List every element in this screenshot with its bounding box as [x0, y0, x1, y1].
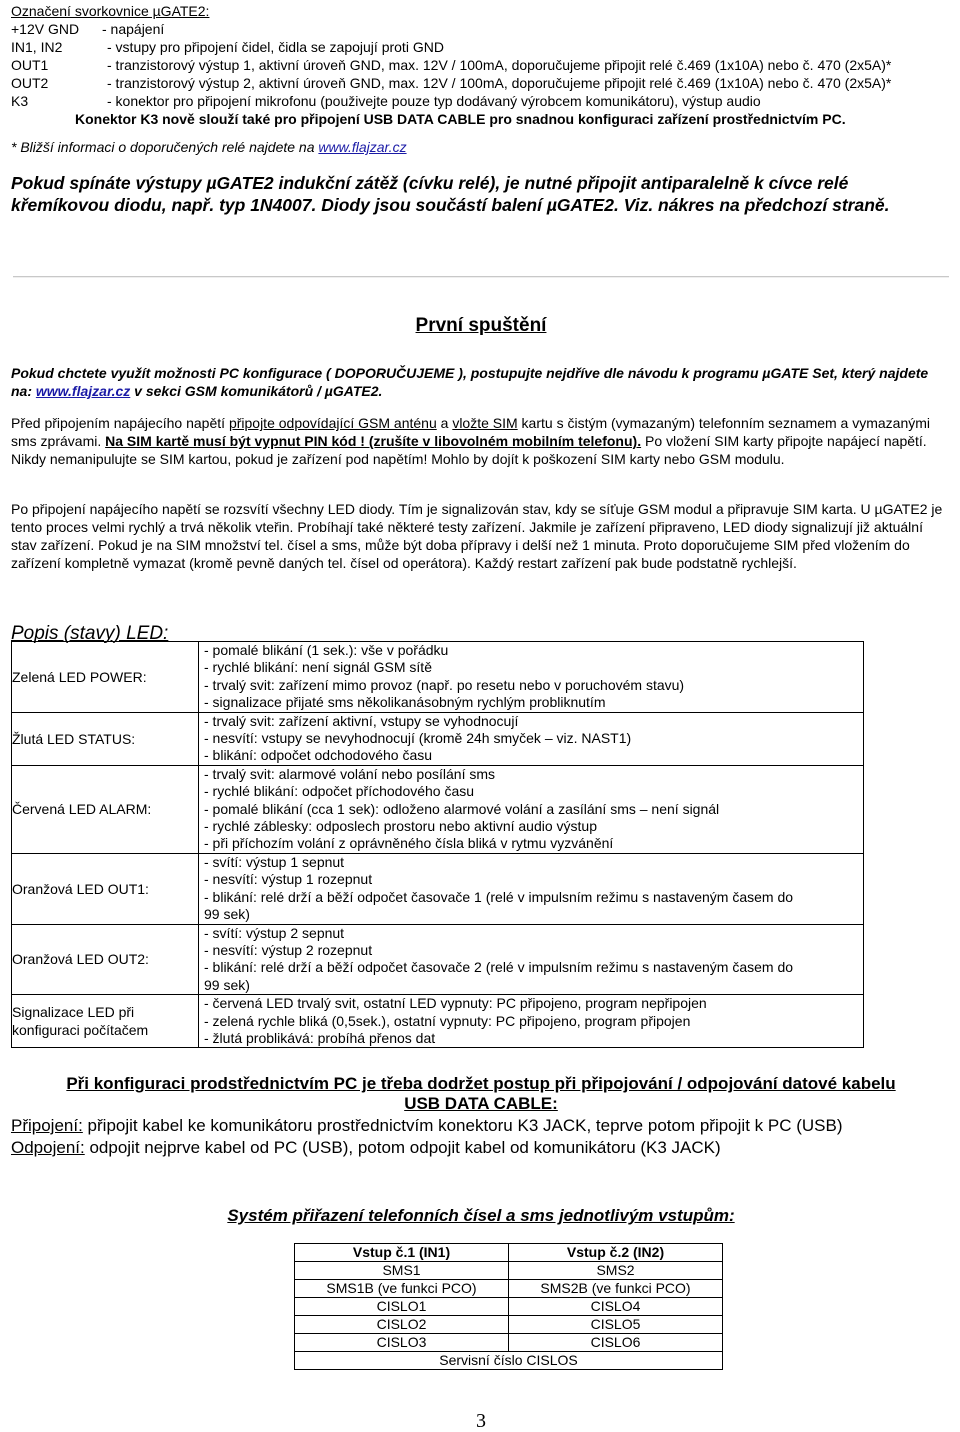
led-label: Červená LED ALARM:: [12, 765, 199, 853]
assignment-cell: CISLO1: [295, 1298, 509, 1316]
assignment-row: [295, 1334, 723, 1352]
led-state: 99 sek): [204, 906, 250, 923]
led-state: - nesvítí: výstup 2 rozepnut: [204, 941, 373, 958]
disconnect-instruction: Odpojení: odpojit nejprve kabel od PC (USB), potom odpojit kabel od komunikátoru (K3 JACK): [11, 1138, 721, 1157]
assignment-cell: SMS1B (ve funkci PCO): [295, 1280, 509, 1298]
assignment-header: Vstup č.2 (IN2): [509, 1244, 723, 1262]
terminal-row: OUT2 - tranzistorový výstup 2, aktivní úroveň GND, max. 12V / 100mA, doporučujeme připojit relé č.469 (1x10A) nebo č. 470 (2x5A)*: [11, 75, 892, 91]
led-states: [199, 924, 864, 995]
led-row: [12, 642, 864, 713]
flajzar-link[interactable]: www.flajzar.cz: [35, 383, 131, 399]
led-states: [199, 853, 864, 924]
assignment-cell: SMS2B (ve funkci PCO): [509, 1280, 723, 1298]
pc-config-heading: Při konfiguraci prodstřednictvím PC je třeba dodržet postup při připojování / odpojování datové kabelu USB DATA CABLE:: [66, 1074, 896, 1113]
led-states: [199, 995, 864, 1048]
led-label: Signalizace LED při konfiguraci počítačem: [12, 995, 199, 1048]
led-state: - trvalý svit: zařízení aktivní, vstupy se vyhodnocují: [204, 712, 519, 729]
assignment-row: [295, 1262, 723, 1280]
led-row: [12, 712, 864, 765]
led-row: [12, 995, 864, 1048]
led-state: 99 sek): [204, 976, 250, 993]
assignment-cell: SMS1: [295, 1262, 509, 1280]
led-state: - svítí: výstup 2 sepnut: [204, 924, 345, 941]
led-state: - signalizace přijaté sms několikanásobným rychlým probliknutím: [204, 694, 606, 711]
led-state: - rychlé blikání: odpočet příchodového času: [204, 783, 475, 800]
assignment-cell: CISLO3: [295, 1334, 509, 1352]
terminal-row: +12V GND - napájení: [11, 21, 165, 37]
assignment-cell: SMS2: [509, 1262, 723, 1280]
led-state: - při příchozím volání z oprávněného čísla bliká v rytmu vyzvánění: [204, 835, 614, 852]
assignment-cell: CISLO4: [509, 1298, 723, 1316]
led-state: - blikání: odpočet odchodového času: [204, 747, 433, 764]
led-state: - žlutá problikává: probíhá přenos dat: [204, 1029, 436, 1046]
assignment-cell: CISLO6: [509, 1334, 723, 1352]
led-row: [12, 924, 864, 995]
assignment-heading: Systém přiřazení telefonních čísel a sms jednotlivým vstupům:: [227, 1206, 735, 1225]
led-states: [199, 765, 864, 853]
assignment-footer-row: [295, 1352, 723, 1370]
pc-config-intro: Pokud chctete využít možnosti PC konfigurace ( DOPORUČUJEME ), postupujte nejdříve dle návodu k programu µGATE Set, který najdete na: www.flajzar.cz v sekci GSM komunikátorů / µGATE2.: [11, 365, 929, 399]
led-state: - blikání: relé drží a běží odpočet časovače 1 (relé v impulsním režimu s nastaveným časem do: [204, 888, 794, 905]
led-states: [199, 712, 864, 765]
led-label: Žlutá LED STATUS:: [12, 712, 199, 765]
assignment-table: [294, 1243, 723, 1370]
led-row: [12, 765, 864, 853]
led-state: - svítí: výstup 1 sepnut: [204, 853, 345, 870]
led-state: - blikání: relé drží a běží odpočet časovače 2 (relé v impulsním režimu s nastaveným časem do: [204, 959, 794, 976]
led-state: - rychlé blikání: není signál GSM sítě: [204, 659, 432, 676]
power-on-paragraph: Po připojení napájecího napětí se rozsvítí všechny LED diody. Tím je signalizován stav, kdy se síťuje GSM modul a připravuje SIM karta. U µGATE2 je tento proces velmi rychlý a trvá několik vteřin. Probíhají také některé testy zařízení. Jakmile je zařízení připraveno, LED diody signalizují již aktuální stav zařízení. Pokud je na SIM množství tel. čísel a sms, může být doba přípravy i delší než 1 minuta. Proto doporučujeme SIM před vložením do zařízení kompletně vymazat (kromě pevně daných tel. čísel od operátora). Každý restart zařízení pak bude podstatně rychlejší.: [11, 501, 943, 571]
assignment-header-row: [295, 1244, 723, 1262]
led-state: - pomalé blikání (1 sek.): vše v pořádku: [204, 642, 449, 658]
terminal-row: OUT1 - tranzistorový výstup 1, aktivní úroveň GND, max. 12V / 100mA, doporučujeme připojit relé č.469 (1x10A) nebo č. 470 (2x5A)*: [11, 57, 892, 73]
led-state: - nesvítí: výstup 1 rozepnut: [204, 871, 373, 888]
led-heading: Popis (stavy) LED:: [11, 623, 169, 644]
k3-note: Konektor K3 nově slouží také pro připojení USB DATA CABLE pro snadnou konfiguraci zařízení prostřednictvím PC.: [75, 111, 846, 127]
assignment-row: [295, 1280, 723, 1298]
led-state: - červená LED trvalý svit, ostatní LED vypnuty: PC připojeno, program nepřipojen: [204, 995, 707, 1012]
assignment-row: [295, 1298, 723, 1316]
led-state: - trvalý svit: zařízení mimo provoz (např. po resetu nebo v poruchovém stavu): [204, 676, 685, 693]
service-number: Servisní číslo CISLOS: [295, 1352, 723, 1370]
terminal-row: K3 - konektor pro připojení mikrofonu (použivejte pouze typ dodávaný výrobcem komunikátoru), výstup audio: [11, 93, 761, 109]
assignment-header: Vstup č.1 (IN1): [295, 1244, 509, 1262]
relay-note: * Bližší informaci o doporučených relé najdete na www.flajzar.cz: [11, 139, 407, 155]
terminal-block: [11, 2, 951, 128]
led-state: - trvalý svit: alarmové volání nebo posílání sms: [204, 765, 496, 782]
led-label: Oranžová LED OUT1:: [12, 853, 199, 924]
divider: [13, 276, 949, 278]
led-row: [12, 853, 864, 924]
led-state: - nesvítí: vstupy se nevyhodnocují (kromě 24h smyček – viz. NAST1): [204, 730, 632, 747]
led-states: [199, 642, 864, 713]
connect-instruction: Připojení: připojit kabel ke komunikátoru prostřednictvím konektoru K3 JACK, teprve potom připojit k PC (USB): [11, 1116, 843, 1135]
sim-paragraph: Před připojením napájecího napětí připojte odpovídající GSM anténu a vložte SIM kartu s čistým (vymazaným) telefonním seznamem a vymazanými sms zprávami. Na SIM kartě musí být vypnut PIN kód ! (zrušíte v libovolném mobilním telefonu). Po vložení SIM karty připojte napájecí napětí. Nikdy nemanipulujte se SIM kartou, pokud je zařízení pod napětím! Mohlo by dojít k poškození SIM karty nebo GSM modulu.: [11, 415, 931, 467]
terminal-heading: Označení svorkovnice µGATE2:: [11, 3, 210, 19]
led-label: Oranžová LED OUT2:: [12, 924, 199, 995]
led-table: [11, 641, 864, 1048]
led-state: - zelená rychle bliká (0,5sek.), ostatní vypnuty: PC připojeno, program připojen: [204, 1012, 691, 1029]
inductive-load-warning: Pokud spínáte výstupy µGATE2 indukční zátěž (cívku relé), je nutné připojit antiparalelně k cívce relé křemíkovou diodu, např. typ 1N4007. Diody jsou součástí balení µGATE2. Viz. nákres na předchozí straně.: [11, 173, 890, 215]
assignment-cell: CISLO2: [295, 1316, 509, 1334]
assignment-row: [295, 1316, 723, 1334]
led-state: - pomalé blikání (cca 1 sek): odloženo alarmové volání a zasílání sms – není signál: [204, 800, 720, 817]
led-label: Zelená LED POWER:: [12, 642, 199, 713]
first-run-heading: První spuštění: [415, 315, 547, 336]
flajzar-link[interactable]: www.flajzar.cz: [318, 139, 407, 155]
page-number: 3: [476, 1410, 486, 1432]
terminal-row: IN1, IN2 - vstupy pro připojení čidel, čidla se zapojují proti GND: [11, 39, 444, 55]
led-state: - rychlé záblesky: odposlech prostoru nebo aktivní audio výstup: [204, 818, 597, 835]
assignment-cell: CISLO5: [509, 1316, 723, 1334]
